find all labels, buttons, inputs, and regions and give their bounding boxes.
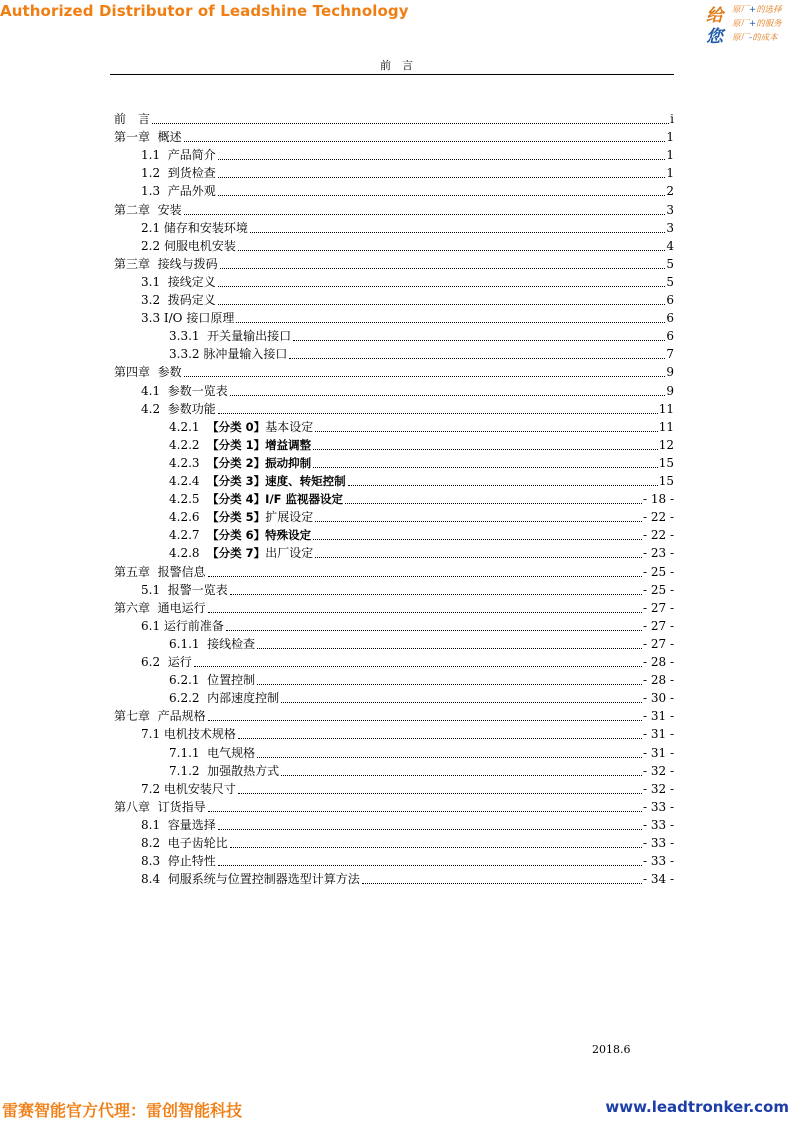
toc-entry-page: - 34 - bbox=[642, 872, 674, 887]
toc-entry[interactable] bbox=[114, 291, 674, 309]
toc-entry-page: - 31 - bbox=[642, 727, 674, 742]
toc-entry-label: 6.1.1 接线检查 bbox=[169, 636, 256, 651]
toc-entry-label: 5.1 报警一览表 bbox=[141, 582, 228, 597]
toc-entry-label: 6.1 运行前准备 bbox=[141, 618, 224, 633]
toc-entry[interactable] bbox=[114, 689, 674, 707]
toc-entry[interactable] bbox=[114, 237, 674, 255]
toc-entry-page: - 33 - bbox=[642, 854, 674, 869]
toc-entry-label: 7.1 电机技术规格 bbox=[141, 727, 236, 742]
toc-entry-page: - 30 - bbox=[642, 691, 674, 706]
toc-leader-dots bbox=[218, 176, 666, 178]
toc-entry-label: 6.2 运行 bbox=[141, 655, 192, 669]
toc-leader-dots bbox=[313, 538, 642, 540]
toc-leader-dots bbox=[208, 575, 642, 577]
toc-entry-label: 3.1 接线定义 bbox=[141, 274, 216, 289]
toc-entry[interactable] bbox=[114, 725, 674, 743]
toc-entry-page: - 32 - bbox=[642, 763, 674, 778]
toc-leader-dots bbox=[184, 213, 666, 215]
toc-entry-page: 3 bbox=[666, 202, 674, 217]
toc-leader-dots bbox=[218, 194, 666, 196]
toc-entry-label: 4.1 参数一览表 bbox=[141, 383, 228, 398]
toc-entry-label: 第四章 参数 bbox=[114, 365, 182, 380]
toc-entry[interactable] bbox=[114, 418, 674, 436]
toc-leader-dots bbox=[208, 611, 642, 613]
logo-line-3: 原厂-的成本 bbox=[732, 33, 778, 43]
toc-entry-label: 4.2.3 【分类 2】振动抑制 bbox=[169, 455, 312, 470]
toc-entry[interactable] bbox=[114, 454, 674, 472]
toc-entry[interactable] bbox=[114, 164, 674, 182]
slogan-logo bbox=[706, 3, 792, 47]
toc-entry-page: 12 bbox=[658, 437, 674, 452]
toc-entry-label: 4.2.1 【分类 0】基本设定 bbox=[169, 419, 314, 434]
toc-entry-label: 第三章 接线与拨码 bbox=[114, 256, 218, 271]
toc-entry-page: 6 bbox=[666, 293, 674, 307]
toc-entry-page: 1 bbox=[666, 148, 674, 163]
toc-entry-label: 1.1 产品简介 bbox=[141, 148, 216, 163]
toc-entry-label: 第七章 产品规格 bbox=[114, 709, 206, 724]
toc-leader-dots bbox=[313, 448, 658, 450]
toc-entry[interactable] bbox=[114, 110, 674, 128]
toc-entry-page: - 28 - bbox=[642, 673, 674, 688]
toc-entry-label: 第八章 订货指导 bbox=[114, 799, 206, 814]
toc-entry-page: 15 bbox=[658, 455, 674, 470]
toc-entry-page: - 27 - bbox=[642, 600, 674, 615]
toc-entry-label: 8.3 停止特性 bbox=[141, 854, 216, 869]
logo-line-1: 原厂+的选择 bbox=[732, 5, 782, 15]
toc-entry-page: - 33 - bbox=[642, 836, 674, 850]
toc-entry-label: 7.2 电机安装尺寸 bbox=[141, 781, 236, 796]
toc-entry[interactable] bbox=[114, 255, 674, 273]
toc-entry-label: 8.4 伺服系统与位置控制器选型计算方法 bbox=[141, 872, 360, 887]
toc-leader-dots bbox=[194, 665, 642, 667]
toc-leader-dots bbox=[218, 828, 642, 830]
toc-leader-dots bbox=[315, 556, 642, 558]
toc-entry-label: 2.2 伺服电机安装 bbox=[141, 238, 236, 253]
toc-entry[interactable] bbox=[114, 146, 674, 164]
toc-entry-page: 5 bbox=[666, 274, 674, 289]
toc-entry[interactable] bbox=[114, 852, 674, 870]
toc-entry[interactable] bbox=[114, 599, 674, 617]
toc-leader-dots bbox=[230, 394, 666, 396]
toc-entry-page: - 27 - bbox=[642, 636, 674, 651]
toc-leader-dots bbox=[208, 719, 642, 721]
toc-entry-label: 4.2.6 【分类 5】扩展设定 bbox=[169, 510, 314, 525]
toc-entry[interactable] bbox=[114, 182, 674, 200]
toc-entry-label: 7.1.1 电气规格 bbox=[169, 745, 256, 760]
toc-entry-page: 1 bbox=[666, 130, 674, 145]
toc-entry-label: 1.3 产品外观 bbox=[141, 184, 216, 199]
toc-leader-dots bbox=[184, 375, 666, 377]
toc-entry-page: - 27 - bbox=[642, 618, 674, 633]
header-divider bbox=[110, 74, 674, 75]
toc-leader-dots bbox=[218, 158, 666, 160]
footer-agent-text: 雷赛智能官方代理：雷创智能科技 bbox=[2, 1101, 243, 1120]
toc-entry-page: 6 bbox=[666, 311, 674, 326]
toc-entry[interactable] bbox=[114, 744, 674, 762]
toc-entry-page: 4 bbox=[666, 238, 674, 253]
document-date: 2018.6 bbox=[592, 1043, 631, 1056]
toc-leader-dots bbox=[257, 647, 642, 649]
toc-entry-page: - 33 - bbox=[642, 817, 674, 832]
toc-leader-dots bbox=[345, 502, 642, 504]
toc-entry[interactable] bbox=[114, 400, 674, 418]
toc-entry[interactable] bbox=[114, 671, 674, 689]
toc-entry[interactable] bbox=[114, 490, 674, 508]
toc-entry-label: 4.2 参数功能 bbox=[141, 401, 216, 416]
toc-entry-label: 第二章 安装 bbox=[114, 202, 182, 217]
toc-entry[interactable] bbox=[114, 382, 674, 400]
toc-entry-label: 3.2 拨码定义 bbox=[141, 293, 216, 307]
toc-entry-label: 4.2.2 【分类 1】增益调整 bbox=[169, 437, 312, 452]
page-title: 前 言 bbox=[380, 59, 413, 72]
toc-entry-page: - 23 - bbox=[642, 546, 674, 561]
toc-entry-label: 6.2.2 内部速度控制 bbox=[169, 691, 280, 706]
toc-leader-dots bbox=[208, 810, 642, 812]
logo-char-2: 您 bbox=[706, 27, 723, 47]
toc-entry-page: - 22 - bbox=[642, 510, 674, 525]
toc-entry[interactable] bbox=[114, 327, 674, 345]
toc-entry-label: 4.2.4 【分类 3】速度、转矩控制 bbox=[169, 474, 346, 488]
toc-entry-page: - 31 - bbox=[642, 745, 674, 760]
logo-char-1: 给 bbox=[706, 6, 723, 26]
toc-entry-label: 6.2.1 位置控制 bbox=[169, 673, 256, 688]
toc-entry-label: 3.3.2 脉冲量输入接口 bbox=[169, 347, 288, 362]
toc-entry[interactable] bbox=[114, 436, 674, 454]
toc-entry[interactable] bbox=[114, 816, 674, 834]
toc-entry[interactable] bbox=[114, 707, 674, 725]
toc-entry-page: - 22 - bbox=[642, 528, 674, 543]
toc-leader-dots bbox=[238, 737, 642, 739]
toc-leader-dots bbox=[348, 484, 658, 486]
toc-leader-dots bbox=[218, 303, 666, 305]
footer-website-link[interactable]: www.leadtronker.com bbox=[605, 1098, 789, 1116]
toc-leader-dots bbox=[362, 882, 642, 884]
toc-entry-page: 1 bbox=[666, 166, 674, 181]
toc-entry[interactable] bbox=[114, 544, 674, 562]
toc-leader-dots bbox=[236, 321, 665, 323]
toc-entry[interactable] bbox=[114, 472, 674, 490]
toc-entry-label: 第六章 通电运行 bbox=[114, 600, 206, 615]
toc-entry-page: 11 bbox=[658, 419, 674, 434]
toc-leader-dots bbox=[313, 466, 658, 468]
toc-entry-page: 15 bbox=[658, 474, 674, 488]
toc-entry[interactable] bbox=[114, 635, 674, 653]
toc-leader-dots bbox=[184, 140, 666, 142]
toc-leader-dots bbox=[218, 864, 642, 866]
toc-entry-label: 8.2 电子齿轮比 bbox=[141, 836, 228, 850]
toc-entry[interactable] bbox=[114, 653, 674, 671]
toc-entry[interactable] bbox=[114, 508, 674, 526]
toc-entry-page: - 25 - bbox=[642, 582, 674, 597]
toc-leader-dots bbox=[218, 412, 658, 414]
toc-entry[interactable] bbox=[114, 219, 674, 237]
toc-entry[interactable] bbox=[114, 309, 674, 327]
toc-entry-label: 1.2 到货检查 bbox=[141, 166, 216, 181]
toc-entry-label: 4.2.7 【分类 6】特殊设定 bbox=[169, 528, 312, 543]
toc-leader-dots bbox=[281, 701, 642, 703]
toc-entry-label: 前 言 bbox=[114, 112, 151, 126]
toc-entry-label: 8.1 容量选择 bbox=[141, 817, 216, 832]
toc-entry-page: - 33 - bbox=[642, 799, 674, 814]
toc-entry-page: 6 bbox=[666, 329, 674, 344]
toc-entry-page: 3 bbox=[666, 220, 674, 235]
toc-leader-dots bbox=[220, 267, 666, 269]
toc-leader-dots bbox=[230, 846, 642, 848]
toc-entry-page: 9 bbox=[666, 365, 674, 380]
toc-entry[interactable] bbox=[114, 526, 674, 544]
toc-entry[interactable] bbox=[114, 363, 674, 381]
toc-entry-page: - 31 - bbox=[642, 709, 674, 724]
toc-entry-page: 2 bbox=[666, 184, 674, 199]
distributor-banner: Authorized Distributor of Leadshine Technology bbox=[0, 2, 409, 20]
toc-entry-label: 4.2.5 【分类 4】I/F 监视器设定 bbox=[169, 492, 344, 507]
toc-leader-dots bbox=[281, 774, 642, 776]
toc-entry[interactable] bbox=[114, 345, 674, 363]
toc-entry-page: - 25 - bbox=[642, 564, 674, 579]
toc-entry[interactable] bbox=[114, 563, 674, 581]
toc-entry[interactable] bbox=[114, 798, 674, 816]
toc-entry[interactable] bbox=[114, 870, 674, 888]
toc-entry-label: 第五章 报警信息 bbox=[114, 564, 206, 579]
toc-leader-dots bbox=[250, 231, 665, 233]
toc-entry[interactable] bbox=[114, 780, 674, 798]
toc-leader-dots bbox=[257, 756, 642, 758]
toc-leader-dots bbox=[152, 122, 669, 124]
toc-entry[interactable] bbox=[114, 617, 674, 635]
toc-entry-label: 4.2.8 【分类 7】出厂设定 bbox=[169, 546, 314, 561]
toc-leader-dots bbox=[230, 593, 642, 595]
toc-entry[interactable] bbox=[114, 762, 674, 780]
toc-leader-dots bbox=[293, 339, 665, 341]
toc-entry-page: 9 bbox=[666, 383, 674, 398]
toc-leader-dots bbox=[238, 249, 665, 251]
toc-leader-dots bbox=[226, 629, 642, 631]
toc-leader-dots bbox=[257, 683, 642, 685]
logo-line-2: 原厂+的服务 bbox=[732, 19, 782, 29]
toc-entry-page: 7 bbox=[666, 347, 674, 362]
toc-entry-page: 11 bbox=[658, 401, 674, 416]
toc-leader-dots bbox=[238, 792, 642, 794]
toc-entry-label: 2.1 储存和安装环境 bbox=[141, 220, 248, 235]
toc-entry[interactable] bbox=[114, 128, 674, 146]
toc-entry-page: - 18 - bbox=[642, 492, 674, 507]
toc-entry-label: 3.3.1 开关量输出接口 bbox=[169, 329, 292, 344]
toc-entry-label: 3.3 I/O 接口原理 bbox=[141, 311, 235, 326]
toc-leader-dots bbox=[218, 285, 666, 287]
toc-entry[interactable] bbox=[114, 201, 674, 219]
toc-leader-dots bbox=[315, 520, 642, 522]
toc-entry-page: - 32 - bbox=[642, 781, 674, 796]
toc-leader-dots bbox=[289, 357, 665, 359]
toc-entry-label: 7.1.2 加强散热方式 bbox=[169, 763, 280, 778]
toc-entry[interactable] bbox=[114, 273, 674, 291]
toc-entry-label: 第一章 概述 bbox=[114, 130, 182, 145]
toc-entry[interactable] bbox=[114, 581, 674, 599]
toc-entry[interactable] bbox=[114, 834, 674, 852]
toc-entry-page: - 28 - bbox=[642, 655, 674, 669]
toc-leader-dots bbox=[315, 430, 658, 432]
toc-entry-page: i bbox=[670, 112, 674, 126]
toc-entry-page: 5 bbox=[666, 256, 674, 271]
